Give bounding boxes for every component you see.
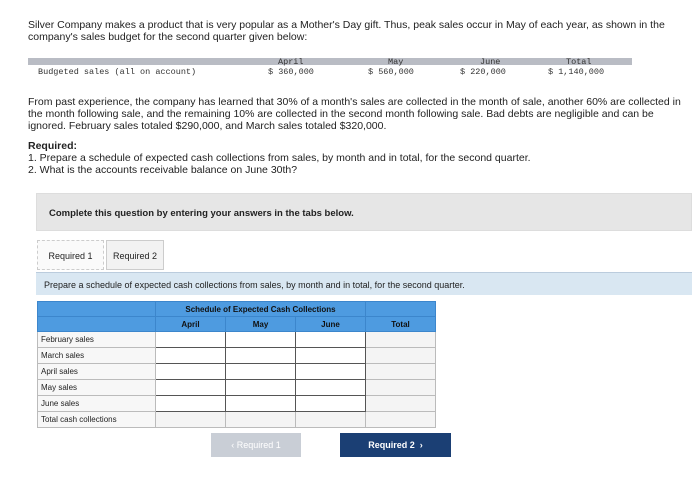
- april-input[interactable]: [156, 348, 226, 364]
- next-button[interactable]: [340, 433, 451, 457]
- june-input[interactable]: [296, 348, 366, 364]
- may-input[interactable]: [226, 364, 296, 380]
- chevron-left-icon: ‹: [231, 440, 237, 450]
- column-header: April: [156, 317, 226, 332]
- may-input[interactable]: [226, 380, 296, 396]
- instructions-box: Complete this question by entering your answers in the tabs below.: [36, 193, 692, 231]
- table-row: [38, 380, 436, 396]
- row-label: April sales: [38, 364, 156, 380]
- total-cell: [366, 412, 436, 428]
- april-input[interactable]: [156, 396, 226, 412]
- budget-value: $ 220,000: [460, 67, 506, 77]
- april-input[interactable]: [156, 364, 226, 380]
- total-cell: [366, 380, 436, 396]
- june-input[interactable]: [296, 364, 366, 380]
- table-row: [38, 412, 436, 428]
- required-item: 1. Prepare a schedule of expected cash collections from sales, by month and in total, for the second quarter.: [28, 152, 531, 164]
- table-row: [38, 396, 436, 412]
- budget-header: April: [278, 57, 304, 67]
- budget-header: May: [388, 57, 404, 67]
- row-label: May sales: [38, 380, 156, 396]
- column-header: Total: [366, 317, 436, 332]
- next-label: Required 2: [368, 440, 415, 450]
- april-input[interactable]: [156, 332, 226, 348]
- column-header: May: [226, 317, 296, 332]
- budget-table: [28, 57, 632, 83]
- april-input[interactable]: [156, 380, 226, 396]
- cash-collections-table: [37, 301, 436, 428]
- row-label: Total cash collections: [38, 412, 156, 428]
- budget-value: $ 560,000: [368, 67, 414, 77]
- chevron-right-icon: ›: [414, 440, 423, 450]
- budget-header: June: [480, 57, 501, 67]
- tab-instruction: Prepare a schedule of expected cash collections from sales, by month and in total, for the second quarter.: [36, 272, 692, 295]
- required-item: 2. What is the accounts receivable balance on June 30th?: [28, 164, 298, 176]
- budget-header: Total: [566, 57, 592, 67]
- row-label: June sales: [38, 396, 156, 412]
- tab-required-2[interactable]: Required 2: [106, 240, 164, 270]
- schedule-title: Schedule of Expected Cash Collections: [156, 302, 366, 317]
- total-cell: [366, 332, 436, 348]
- row-label: March sales: [38, 348, 156, 364]
- total-cell: [226, 412, 296, 428]
- table-row: [38, 364, 436, 380]
- total-cell: [366, 364, 436, 380]
- table-row: [38, 348, 436, 364]
- row-label: February sales: [38, 332, 156, 348]
- june-input[interactable]: [296, 396, 366, 412]
- prev-button[interactable]: [211, 433, 301, 457]
- may-input[interactable]: [226, 396, 296, 412]
- total-cell: [296, 412, 366, 428]
- column-header: June: [296, 317, 366, 332]
- total-cell: [366, 348, 436, 364]
- june-input[interactable]: [296, 380, 366, 396]
- table-row: [38, 332, 436, 348]
- prev-label: Required 1: [236, 440, 281, 450]
- budget-value: $ 1,140,000: [548, 67, 605, 77]
- budget-label: Budgeted sales (all on account): [38, 67, 197, 77]
- required-title: Required:: [28, 140, 78, 152]
- tab-required-1[interactable]: Required 1: [37, 240, 104, 270]
- experience-text: From past experience, the company has learned that 30% of a month's sales are collected in the month of sale, another 60% are collected in the month following sale, and the remaining 10% are collected in the second month following sale. Bad debts are negligible and can be ignored. February sales totaled $290,000, and March sales totaled $320,000.: [28, 96, 681, 132]
- budget-value: $ 360,000: [268, 67, 314, 77]
- total-cell: [366, 396, 436, 412]
- intro-text: Silver Company makes a product that is very popular as a Mother's Day gift. Thus, peak sales occur in May of each year, as shown in the company's sales budget for the second quarter given below:: [28, 19, 665, 43]
- june-input[interactable]: [296, 332, 366, 348]
- may-input[interactable]: [226, 348, 296, 364]
- total-cell: [156, 412, 226, 428]
- may-input[interactable]: [226, 332, 296, 348]
